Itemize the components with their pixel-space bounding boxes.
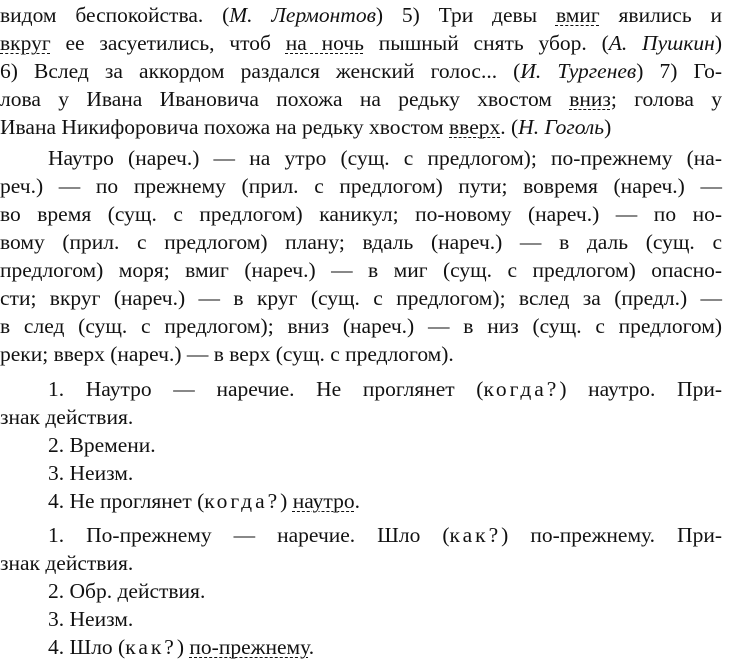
underlined-word: наутро <box>292 489 355 513</box>
text-line: 3. Неизм. <box>48 607 134 631</box>
spaced-question: как? <box>125 635 177 659</box>
text-line: в след (сущ. с предлогом); вниз (нареч.) — в низ (сущ. с предлогом) <box>0 314 722 338</box>
author-name: Н. Гоголь <box>518 115 605 139</box>
text-line: предлогом) моря; вмиг (нареч.) — в миг (сущ. с предлогом) опасно- <box>0 258 722 282</box>
spaced-question: как? <box>449 523 502 547</box>
text-line: 1. Наутро — наречие. Не проглянет (когда?) наутро. При- <box>48 377 722 401</box>
text-line: 1. По-прежнему — наречие. Шло (как?) по-прежнему. При- <box>48 523 722 547</box>
text-line: знак действия. <box>0 405 134 429</box>
underlined-word: на ночь <box>285 31 364 55</box>
text-line: во время (сущ. с предлогом) каникул; по-новому (нареч.) — по но- <box>0 202 722 226</box>
text-line: вому (прил. с предлогом) плану; вдаль (нареч.) — в даль (сущ. с <box>0 230 722 254</box>
text-line: 2. Времени. <box>48 433 156 457</box>
text-line: видом беспокойства. (М. Лермонтов) 5) Три девы вмиг явились и <box>0 3 722 27</box>
text-line: 2. Обр. действия. <box>48 579 206 603</box>
text-line: реч.) — по прежнему (прил. с предлогом) пути; вовремя (нареч.) — <box>0 174 722 198</box>
text-line: Наутро (нареч.) — на утро (сущ. с предлогом); по-прежнему (на- <box>48 146 722 170</box>
text-line: Ивана Никифоровича похожа на редьку хвостом вверх. (Н. Гоголь) <box>0 115 612 139</box>
underlined-word: вниз <box>569 87 611 111</box>
author-name: М. Лермонтов <box>229 3 376 27</box>
text-line: 4. Не проглянет (когда?) наутро. <box>48 489 360 513</box>
text-line: знак действия. <box>0 551 134 575</box>
text-line: 4. Шло (как?) по-прежнему. <box>48 635 315 659</box>
underlined-word: вкруг <box>0 31 51 55</box>
author-name: А. Пушкин <box>608 31 715 55</box>
text-line: сти; вкруг (нареч.) — в круг (сущ. с предлогом); вслед за (предл.) — <box>0 286 722 310</box>
underlined-word: по-прежнему <box>189 635 309 659</box>
text-line: 3. Неизм. <box>48 461 134 485</box>
spaced-question: когда? <box>483 377 560 401</box>
spaced-question: когда? <box>204 489 281 513</box>
author-name: И. Тургенев <box>520 59 637 83</box>
text-line: вкруг ее засуетились, чтоб на ночь пышный снять убор. (А. Пушкин) <box>0 31 722 55</box>
text-line: лова у Ивана Ивановича похожа на редьку хвостом вниз; голова у <box>0 87 722 111</box>
underlined-word: вверх <box>449 115 501 139</box>
text-line: 6) Вслед за аккордом раздался женский голос... (И. Тургенев) 7) Го- <box>0 59 723 83</box>
underlined-word: вмиг <box>555 3 600 27</box>
text-line: реки; вверх (нареч.) — в верх (сущ. с предлогом). <box>0 342 454 366</box>
